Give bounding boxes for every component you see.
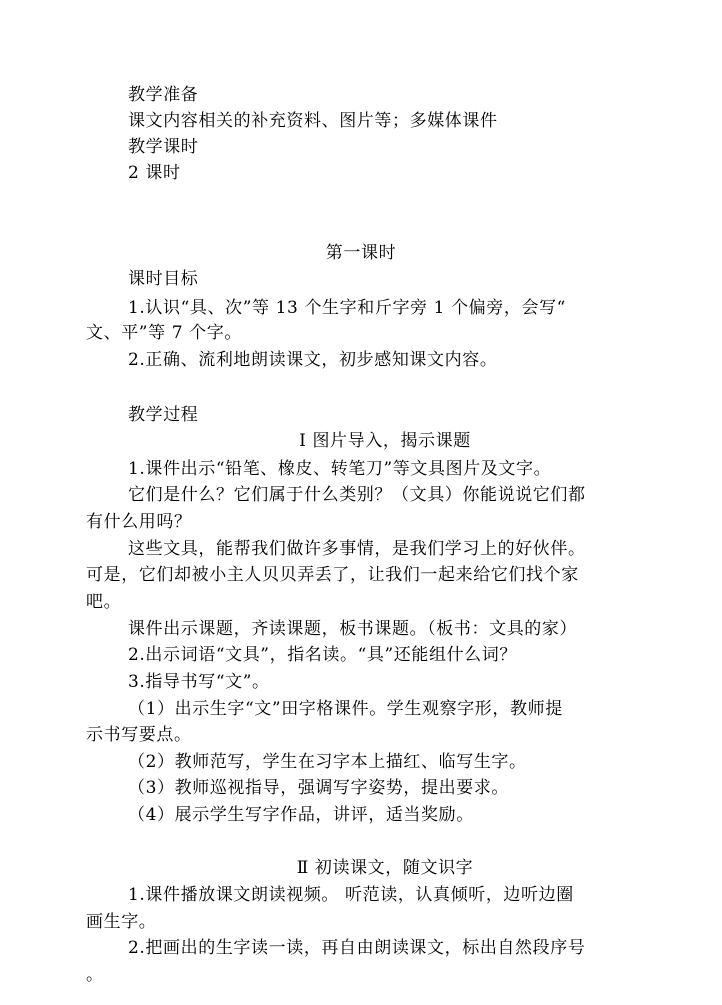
part-1-item-7-line-1: （1）出示生字“文”田字格课件。学生观察字形，教师提 — [128, 699, 563, 719]
part-1-item-2-line-1: 它们是什么？它们属于什么类别？（文具）你能说说它们都 — [128, 485, 586, 505]
section-title-preparation: 教学准备 — [128, 85, 199, 105]
part-1-item-5: 2.出示词语“文具”，指名读。“具”还能组什么词？ — [128, 645, 517, 665]
part-1-item-2-line-2: 有什么用吗？ — [86, 512, 192, 532]
part-1-item-8: （2）教师范写，学生在习字本上描红、临写生字。 — [128, 752, 527, 772]
part-1-item-9: （3）教师巡视指导，强调写字姿势，提出要求。 — [128, 778, 510, 798]
part-1-item-3-line-2: 可是，它们却被小主人贝贝弄丢了，让我们一起来给它们找个家 — [86, 565, 579, 585]
part-1-item-10: （4）展示学生写字作品，讲评，适当奖励。 — [128, 805, 474, 825]
part-1-item-3-line-3: 吧。 — [86, 592, 122, 612]
lesson-title: 第一课时 — [325, 243, 397, 263]
part-2-title: Ⅱ 初读课文，随文识字 — [296, 858, 474, 878]
part-1-title: Ⅰ 图片导入，揭示课题 — [299, 431, 471, 451]
part-1-item-7-line-2: 示书写要点。 — [86, 725, 192, 745]
preparation-text: 课文内容相关的补充资料、图片等；多媒体课件 — [128, 111, 498, 131]
goal-2: 2.正确、流利地朗读课文，初步感知课文内容。 — [128, 350, 498, 370]
goal-1-line-1: 1.认识“具、次”等 13 个生字和斤字旁 1 个偏旁，会写“ — [128, 298, 566, 318]
part-1-item-3-line-1: 这些文具，能帮我们做许多事情，是我们学习上的好伙伴。 — [128, 539, 586, 559]
part-2-item-2-line-2: 。 — [86, 965, 104, 985]
section-title-goals: 课时目标 — [128, 269, 199, 289]
section-title-hours: 教学课时 — [128, 137, 199, 157]
part-1-item-4: 课件出示课题，齐读课题，板书课题。（板书：文具的家） — [128, 619, 578, 639]
section-title-process: 教学过程 — [128, 405, 199, 425]
hours-text: 2 课时 — [128, 163, 181, 183]
part-1-item-1: 1.课件出示“铅笔、橡皮、转笔刀”等文具图片及文字。 — [128, 459, 552, 479]
goal-1-line-2: 文、平”等 7 个字。 — [86, 323, 242, 343]
part-2-item-2-line-1: 2.把画出的生字读一读，再自由朗读课文，标出自然段序号 — [128, 938, 586, 958]
part-2-item-1-line-2: 画生字。 — [86, 912, 157, 932]
part-1-item-6: 3.指导书写“文”。 — [128, 672, 270, 692]
part-2-item-1-line-1: 1.课件播放课文朗读视频。 听范读，认真倾听，边听边圈 — [128, 885, 574, 905]
